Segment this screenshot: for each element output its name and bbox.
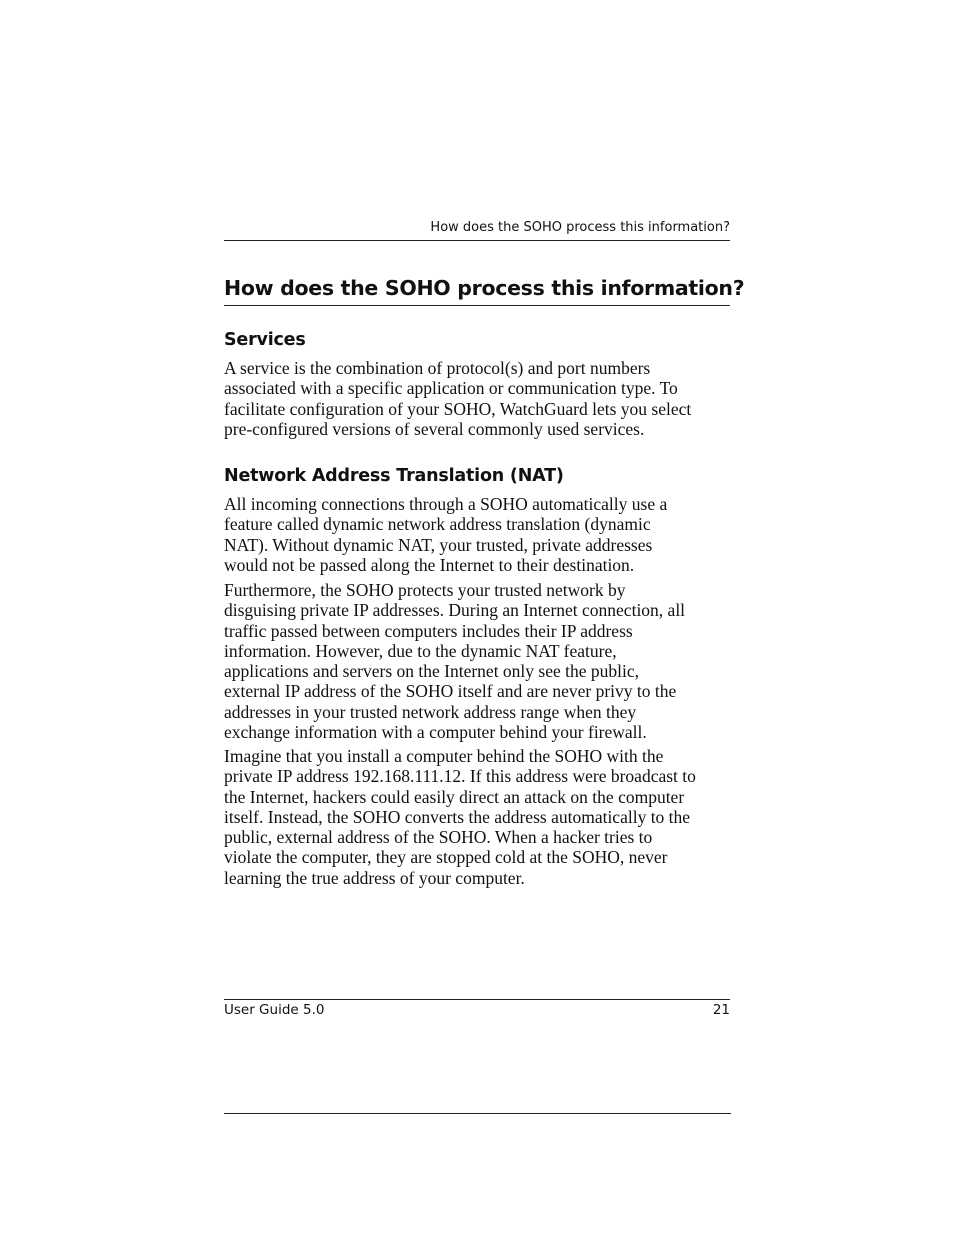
section-heading-nat: Network Address Translation (NAT) <box>224 466 564 486</box>
running-header: How does the SOHO process this information? <box>430 220 730 235</box>
text-line: violate the computer, they are stopped cold at the SOHO, never <box>224 847 668 868</box>
text-line: Imagine that you install a computer behind the SOHO with the <box>224 746 664 766</box>
footer-guide-label: User Guide 5.0 <box>224 1002 325 1018</box>
text-line: the Internet, hackers could easily direct an attack on the computer <box>224 786 685 807</box>
paragraph-services <box>224 358 730 439</box>
footer-page-number: 21 <box>712 1002 730 1018</box>
text-line: disguising private IP addresses. During an Internet connection, all <box>224 600 686 621</box>
text-line: Furthermore, the SOHO protects your trusted network by <box>224 580 626 600</box>
text-line: A service is the combination of protocol(s) and port numbers <box>224 358 651 378</box>
text-line: addresses in your trusted network address range when they <box>224 701 637 722</box>
text-line: NAT). Without dynamic NAT, your trusted, private addresses <box>224 534 653 555</box>
text-line: All incoming connections through a SOHO automatically use a <box>224 494 668 514</box>
text-line: traffic passed between computers includes their IP address <box>224 620 633 641</box>
section-heading-services: Services <box>224 330 306 350</box>
header-rule <box>224 240 730 241</box>
text-line: applications and servers on the Internet only see the public, <box>224 661 640 682</box>
bottom-rule <box>224 1113 731 1114</box>
text-line: public, external address of the SOHO. When a hacker tries to <box>224 827 653 848</box>
text-line: private IP address 192.168.111.12. If this address were broadcast to <box>224 766 696 787</box>
page-title: How does the SOHO process this information? <box>224 276 745 300</box>
text-line: itself. Instead, the SOHO converts the address automatically to the <box>224 806 691 827</box>
text-line: facilitate configuration of your SOHO, WatchGuard lets you select <box>224 398 692 419</box>
text-line: pre-configured versions of several commonly used services. <box>224 418 645 439</box>
text-line: would not be passed along the Internet to their destination. <box>224 554 635 575</box>
text-line: feature called dynamic network address translation (dynamic <box>224 514 651 535</box>
text-line: external IP address of the SOHO itself and are never privy to the <box>224 681 677 702</box>
text-line: associated with a specific application or communication type. To <box>224 378 678 399</box>
paragraph-nat-intro <box>224 494 730 575</box>
text-line: information. However, due to the dynamic NAT feature, <box>224 640 617 661</box>
text-line: learning the true address of your computer. <box>224 867 525 888</box>
paragraph-nat-protection <box>224 580 730 742</box>
footer-rule <box>224 999 730 1000</box>
paragraph-nat-example <box>224 746 730 888</box>
text-line: exchange information with a computer behind your firewall. <box>224 722 647 743</box>
title-rule <box>224 305 730 306</box>
